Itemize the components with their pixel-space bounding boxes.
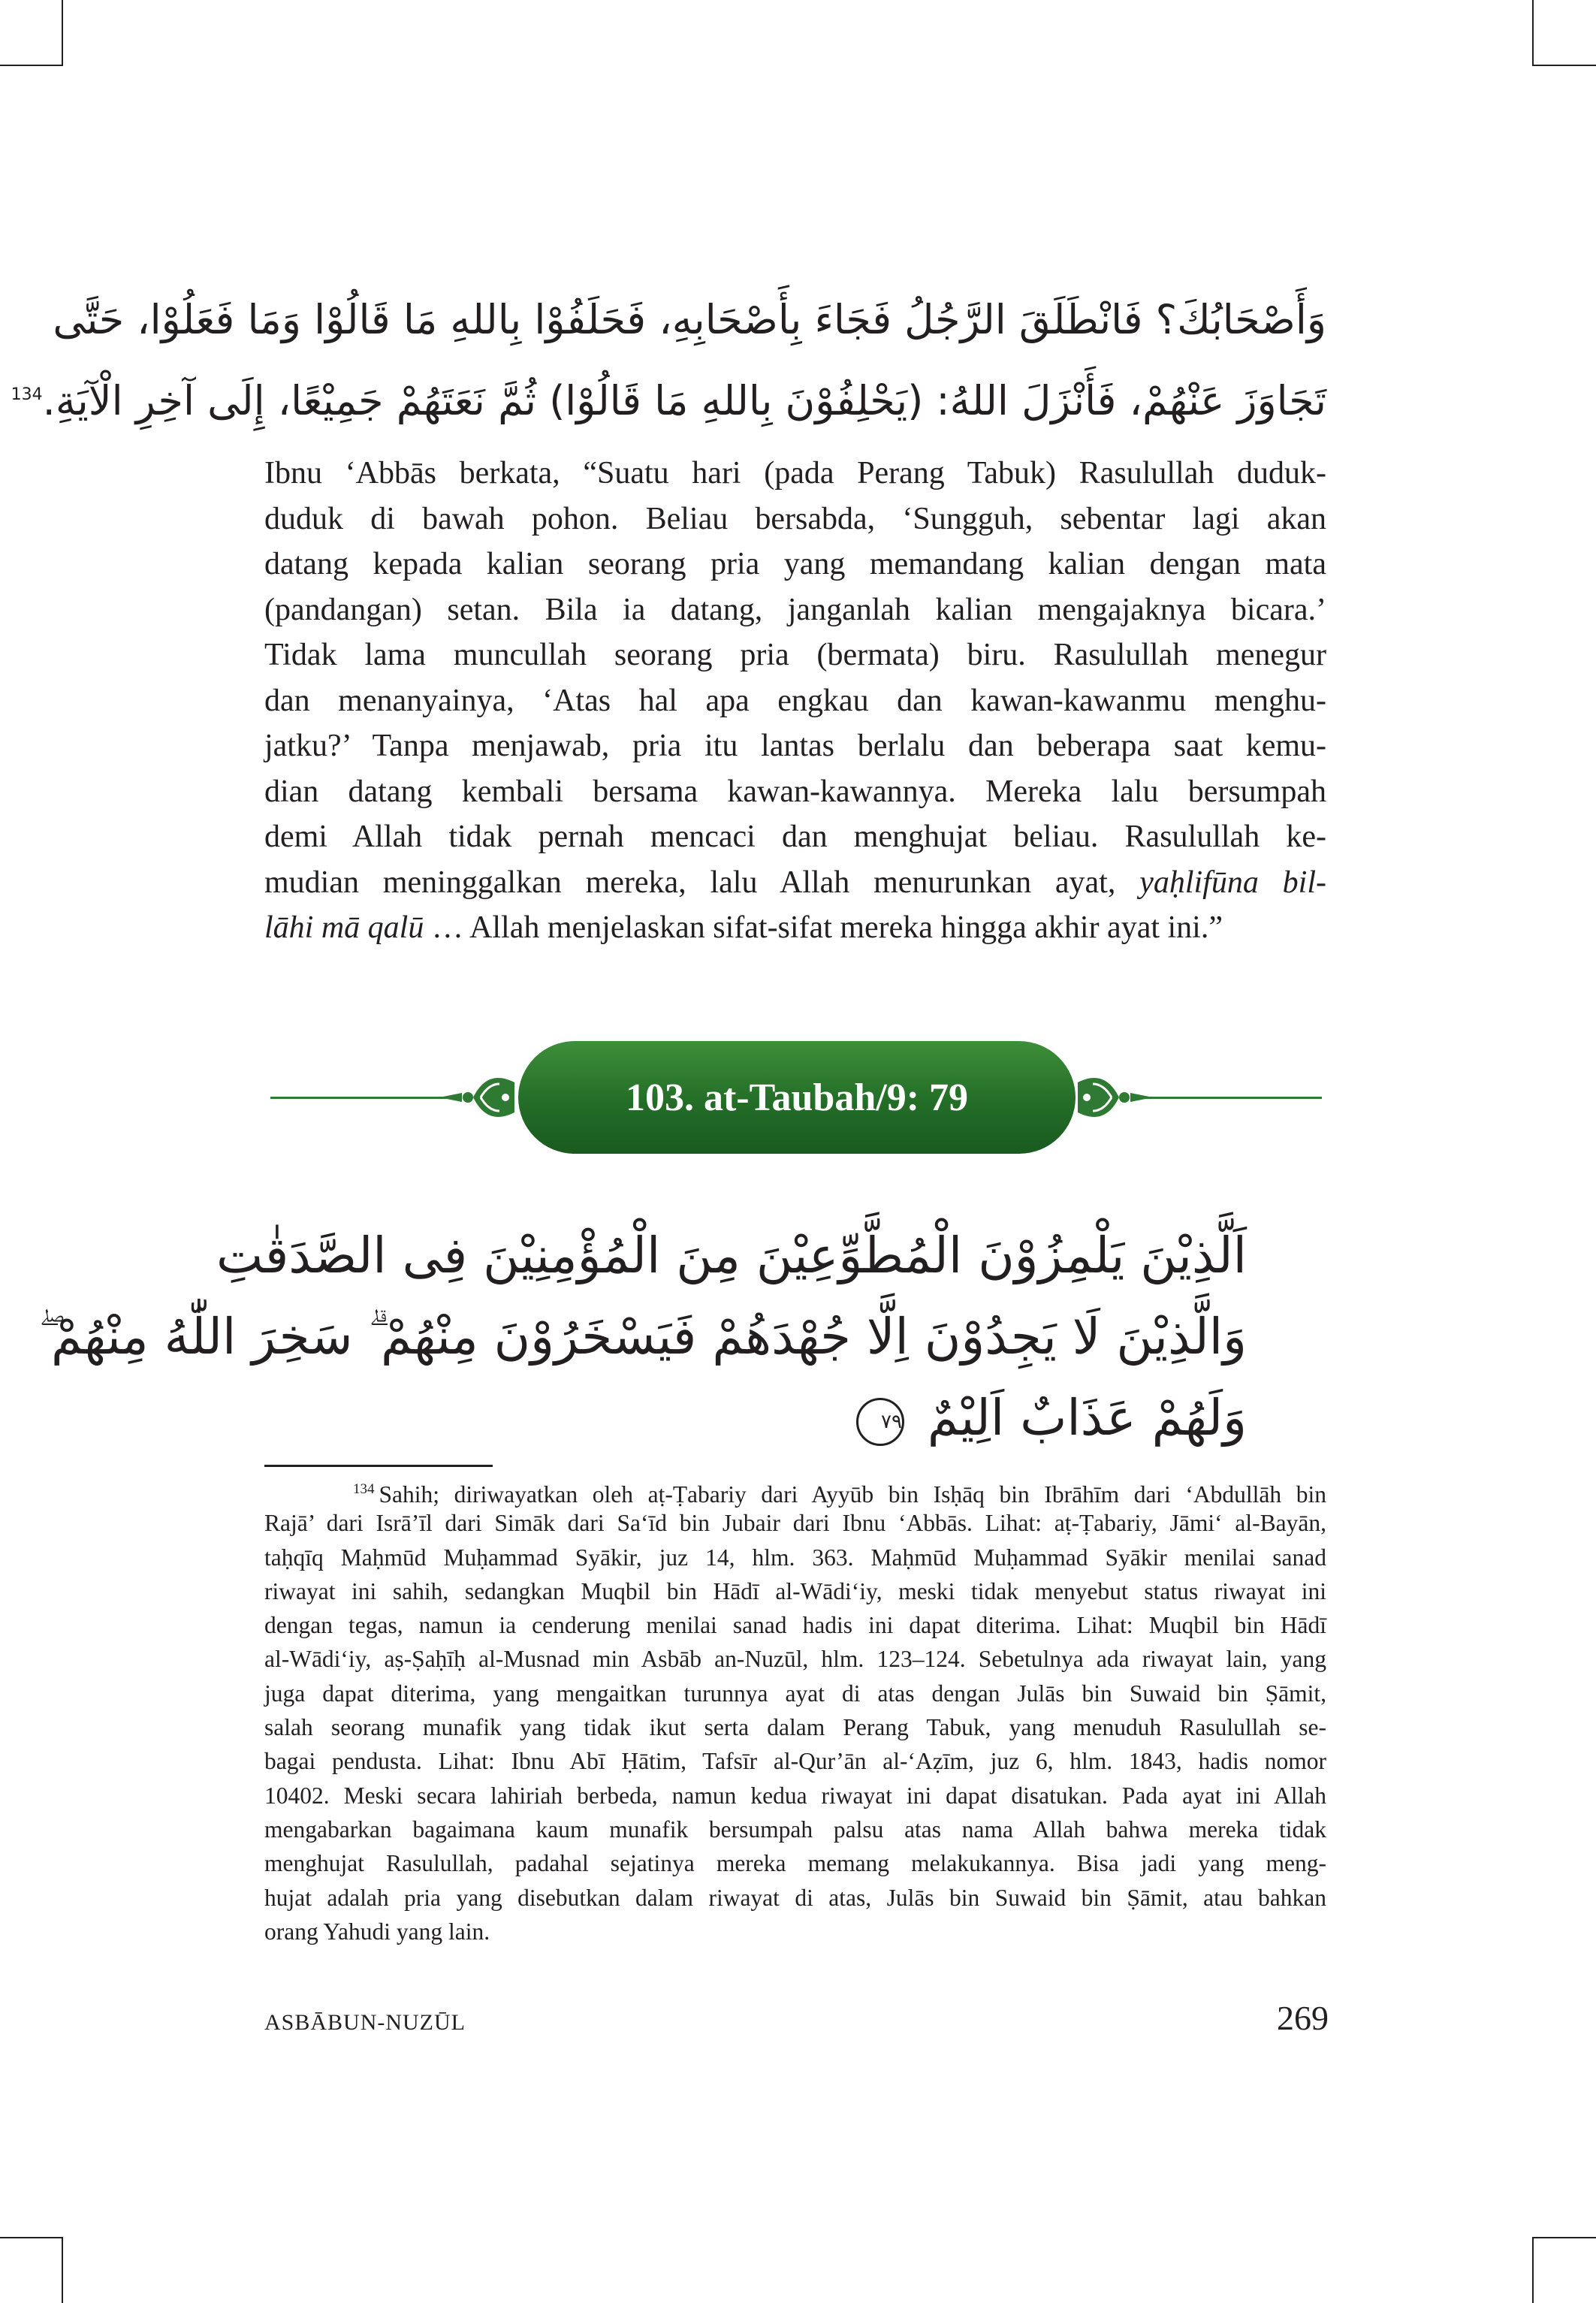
- quran-line: وَالَّذِيْنَ لَا يَجِدُوْنَ اِلَّا جُهْدَهُمْ فَيَسْخَرُوْنَ مِنْهُمْ ۗ سَخِرَ اللّٰهُ مِنْهُمْ ۖ: [38, 1308, 1247, 1366]
- quran-line: [353, 1378, 1247, 1459]
- arabic-line-text: تَجَاوَزَ عَنْهُمْ، فَأَنْزَلَ اللهُ: (يَحْلِفُوْنَ بِاللهِ مَا قَالُوْا) ثُمَّ نَعَتَهُمْ جَمِيْعًا، إِلَى آخِرِ الْآيَةِ.: [42, 377, 1326, 424]
- footnote-text: Sahih; diriwayatkan oleh aṭ-Ṭabariy dari Ayyūb bin Isḥāq bin Ibrāhīm dari ‘Abdullāh bin: [379, 1481, 1326, 1508]
- footnote: [264, 1472, 1326, 1948]
- quran-verse: [38, 1215, 1247, 1459]
- crop-mark: [0, 65, 62, 66]
- text-line: [264, 905, 1326, 951]
- text-line: Ibnu ‘Abbās berkata, “Suatu hari (pada Perang Tabuk) Rasulullah duduk-: [264, 456, 1326, 490]
- crop-mark: [62, 0, 63, 66]
- footnote-line: mengabarkan bagaimana kaum munafik bersumpah palsu atas nama Allah bahwa mereka tidak: [264, 1816, 1326, 1843]
- footnote-number: 134: [353, 1481, 375, 1497]
- ayah-number-badge: ٧٩: [856, 1398, 904, 1446]
- text-line: Tidak lama muncullah seorang pria (bermata) biru. Rasulullah menegur: [264, 638, 1326, 672]
- italic-transliteration: lāhi mā qalū: [264, 910, 424, 945]
- section-heading-banner: [270, 1035, 1322, 1160]
- footnote-line: [264, 1472, 1326, 1506]
- crop-mark: [1534, 2237, 1596, 2238]
- footnote-line: hujat adalah pria yang disebutkan dalam riwayat di atas, Julās bin Suwaid bin Ṣāmit, atau bahkan: [264, 1884, 1326, 1911]
- text-line: (pandangan) setan. Bila ia datang, janganlah kalian mengajaknya bicara.’: [264, 592, 1326, 627]
- quran-line: اَلَّذِيْنَ يَلْمِزُوْنَ الْمُطَّوِّعِيْنَ مِنَ الْمُؤْمِنِيْنَ فِى الصَّدَقٰتِ: [216, 1227, 1247, 1284]
- text-line: duduk di bawah pohon. Beliau bersabda, ‘Sungguh, sebentar lagi akan: [264, 501, 1326, 536]
- footnote-line: menghujat Rasulullah, padahal sejatinya mereka memang melakukannya. Bisa jadi yang meng-: [264, 1850, 1326, 1877]
- footnote-ref: 134: [11, 385, 43, 404]
- footnote-line: juga dapat diterima, yang mengaitkan turunnya ayat di atas dengan Julās bin Suwaid bin Ṣāmit,: [264, 1680, 1326, 1707]
- quran-line-text: وَلَهُمْ عَذَابٌ اَلِيْمٌ: [927, 1389, 1247, 1447]
- text-segment: … Allah menjelaskan sifat-sifat mereka hingga akhir ayat ini.”: [424, 910, 1223, 945]
- arabic-hadith: [11, 282, 1326, 433]
- arabic-line: وَأَصْحَابُكَ؟ فَانْطَلَقَ الرَّجُلُ فَجَاءَ بِأَصْحَابِهِ، فَحَلَفُوْا بِاللهِ مَا قَالُوْا وَمَا فَعَلُوْا، حَتَّى: [53, 296, 1326, 343]
- arabic-line: [11, 358, 1326, 433]
- text-segment: mudian meninggalkan mereka, lalu Allah menurunkan ayat,: [264, 865, 1116, 900]
- footnote-rule: [264, 1465, 493, 1467]
- footnote-line: taḥqīq Maḥmūd Muḥammad Syākir, juz 14, hlm. 363. Maḥmūd Muḥammad Syākir menilai sanad: [264, 1544, 1326, 1571]
- footnote-line: 10402. Meski secara lahiriah berbeda, namun kedua riwayat ini dapat disatukan. Pada ayat ini Allah: [264, 1782, 1326, 1809]
- heading-rule-right: [1142, 1097, 1322, 1099]
- footnote-line: bagai pendusta. Lihat: Ibnu Abī Ḥātim, Tafsīr al-Qur’ān al-‘Aẓīm, juz 6, hlm. 1843, hadis nomor: [264, 1748, 1326, 1775]
- page-number: 269: [1277, 1999, 1329, 2037]
- heading-rule-left: [270, 1097, 451, 1099]
- section-heading: 103. at-Taubah/9: 79: [518, 1041, 1076, 1154]
- text-line: [264, 860, 1326, 906]
- crop-mark: [1534, 65, 1596, 66]
- footnote-line: dengan tegas, namun ia cenderung menilai sanad hadis ini dapat diterima. Lihat: Muqbil bin Hādī: [264, 1612, 1326, 1639]
- footnote-line: salah seorang munafik yang tidak ikut serta dalam Perang Tabuk, yang menuduh Rasulullah se-: [264, 1714, 1326, 1741]
- footnote-line: Rajā’ dari Isrā’īl dari Simāk dari Sa‘īd bin Jubair dari Ibnu ‘Abbās. Lihat: aṭ-Ṭabariy, Jāmi‘ al-Bayān,: [264, 1510, 1326, 1537]
- crop-mark: [1532, 2237, 1534, 2303]
- italic-transliteration: yaḥlifūna bil-: [1139, 865, 1327, 900]
- text-line: dian datang kembali bersama kawan-kawannya. Mereka lalu bersumpah: [264, 774, 1326, 809]
- footnote-line: orang Yahudi yang lain.: [264, 1918, 490, 1945]
- footnote-line: riwayat ini sahih, sedangkan Muqbil bin Hādī al-Wādi‘iy, meski tidak menyebut status riwayat ini: [264, 1577, 1326, 1604]
- crop-mark: [62, 2237, 63, 2303]
- translation-paragraph: [264, 451, 1326, 951]
- text-line: datang kepada kalian seorang pria yang memandang kalian dengan mata: [264, 547, 1326, 581]
- text-line: jatku?’ Tanpa menjawab, pria itu lantas berlalu dan beberapa saat kemu-: [264, 729, 1326, 763]
- footnote-line: al-Wādi‘iy, aṣ-Ṣaḥīḥ al-Musnad min Asbāb an-Nuzūl, hlm. 123–124. Sebetulnya ada riwayat lain, yang: [264, 1646, 1326, 1673]
- crop-mark: [1532, 0, 1534, 66]
- running-head: ASBĀBUN-NUZŪL: [264, 2010, 466, 2035]
- ornament-left-icon: [439, 1067, 514, 1127]
- crop-mark: [0, 2237, 62, 2238]
- text-line: dan menanyainya, ‘Atas hal apa engkau dan kawan-kawanmu menghu-: [264, 683, 1326, 718]
- text-line: demi Allah tidak pernah mencaci dan menghujat beliau. Rasulullah ke-: [264, 819, 1326, 854]
